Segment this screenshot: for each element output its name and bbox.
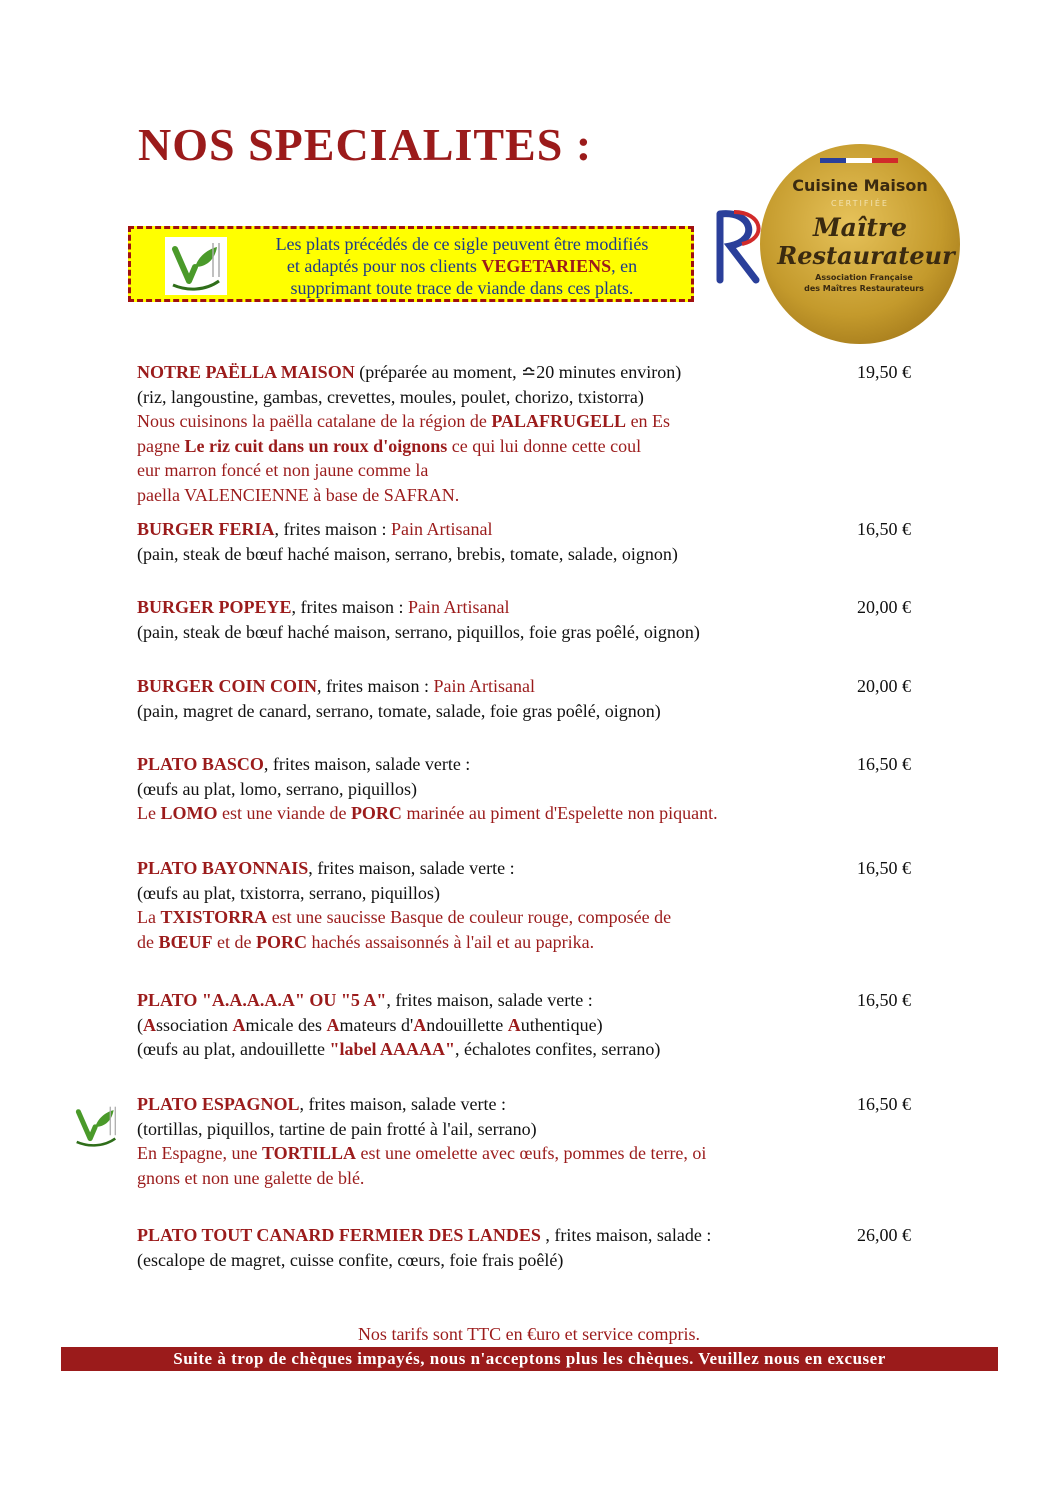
menu-item-burger-feria: BURGER FERIA, frites maison : Pain Artisanal 16,50 € (pain, steak de bœuf haché maison, serrano, brebis, tomate, salade, oignon)	[137, 519, 911, 564]
vegetarian-notice	[128, 226, 694, 302]
price: 16,50 €	[857, 754, 911, 774]
price: 26,00 €	[857, 1225, 911, 1245]
vegetarian-v-icon	[165, 237, 227, 295]
badge-line6: des Maîtres Restaurateurs	[804, 284, 924, 293]
menu-item-burger-popeye: BURGER POPEYE, frites maison : Pain Artisanal 20,00 € (pain, steak de bœuf haché maison, serrano, piquillos, foie gras poêlé, oignon)	[137, 597, 911, 642]
price: 20,00 €	[857, 597, 911, 617]
footer-cheque-notice: Suite à trop de chèques impayés, nous n'acceptons plus les chèques. Veuillez nous en excuser	[61, 1347, 998, 1371]
footer-note: Nos tarifs sont TTC en €uro et service compris.	[357, 1324, 701, 1344]
menu-item-plato-bayonnais: PLATO BAYONNAIS, frites maison, salade verte : 16,50 € (œufs au plat, txistorra, serrano, piquillos) La TXISTORRA est une saucisse Basque de couleur rouge, composée de de BŒUF et de PORC hachés assaisonnés à l'ail et au paprika.	[137, 858, 911, 952]
badge-line5: Association Française	[815, 273, 913, 282]
menu-item-paella: NOTRE PAËLLA MAISON (préparée au moment, ≏20 minutes environ) 19,50 € (riz, langoustine, gambas, crevettes, moules, poulet, chorizo, txistorra) Nous cuisinons la paëlla catalane de la région de PALAFRUGELL en Es pagne Le riz cuit dans un roux d'oignons ce qui lui donne cette coul eur marron foncé et non jaune comme la paella VALENCIENNE à base de SAFRAN.	[137, 362, 911, 505]
price: 20,00 €	[857, 676, 911, 696]
menu-item-burger-coin-coin: BURGER COIN COIN, frites maison : Pain Artisanal 20,00 € (pain, magret de canard, serrano, tomate, salade, foie gras poêlé, oignon)	[137, 676, 911, 721]
maitre-restaurateur-badge	[716, 140, 966, 350]
price: 16,50 €	[857, 858, 911, 878]
menu-item-plato-5a: PLATO "A.A.A.A.A" OU "5 A", frites maison, salade verte : 16,50 € (Association Amicale des Amateurs d'Andouillette Authentique) (œufs au plat, andouillette "label AAAAA", échalotes confites, serrano)	[137, 990, 911, 1059]
page-title: NOS SPECIALITES :	[138, 119, 593, 170]
price: 16,50 €	[857, 519, 911, 539]
price: 16,50 €	[857, 990, 911, 1010]
vegetarian-notice-text: Les plats précédés de ce sigle peuvent être modifiés et adaptés pour nos clients VEGETARIENS, en supprimant toute trace de viande dans ces plats.	[275, 234, 649, 298]
badge-line3: Maître	[813, 213, 907, 242]
badge-line2: CERTIFIÉE	[831, 199, 889, 208]
menu-item-plato-espagnol: PLATO ESPAGNOL, frites maison, salade verte : 16,50 € (tortillas, piquillos, tartine de pain frotté à l'ail, serrano) En Espagne, une TORTILLA est une omelette avec œufs, pommes de terre, oi gnons et non une galette de blé.	[137, 1094, 911, 1188]
badge-line1: Cuisine Maison	[792, 176, 928, 195]
price: 16,50 €	[857, 1094, 911, 1114]
menu-item-plato-canard: PLATO TOUT CANARD FERMIER DES LANDES , frites maison, salade : 26,00 € (escalope de magret, cuisse confite, cœurs, foie frais poêlé)	[137, 1225, 911, 1270]
badge-line4: Restaurateur	[777, 241, 955, 270]
price: 19,50 €	[857, 362, 911, 382]
menu-item-plato-basco: PLATO BASCO, frites maison, salade verte : 16,50 € (œufs au plat, lomo, serrano, piquillos) Le LOMO est une viande de PORC marinée au piment d'Espelette non piquant.	[137, 754, 911, 823]
vegetarian-v-icon	[70, 1100, 122, 1152]
